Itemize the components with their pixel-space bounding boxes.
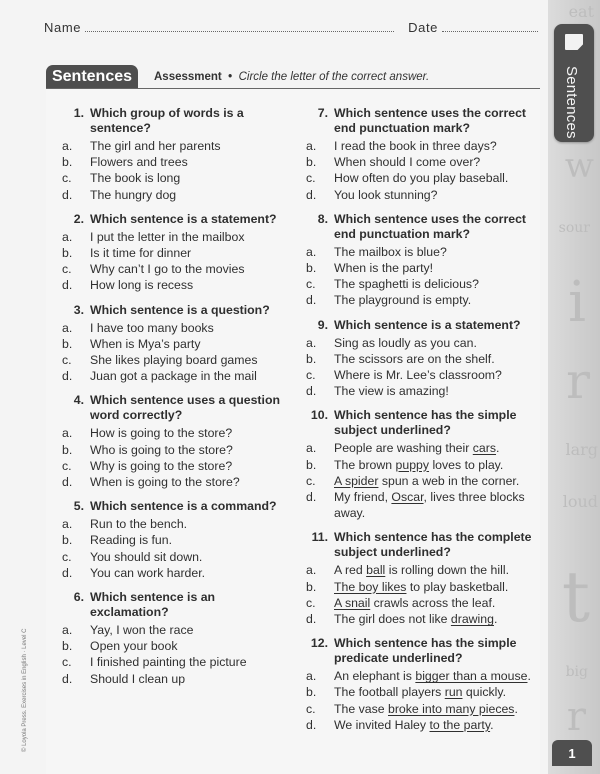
option-text	[90, 532, 294, 548]
question-number: 2.	[73, 211, 84, 226]
option-letter[interactable]: a.	[62, 229, 73, 244]
strip-word: big	[565, 664, 588, 680]
answer-option[interactable]	[306, 717, 538, 733]
option-letter[interactable]: a.	[62, 623, 73, 638]
option-text	[334, 244, 538, 260]
option-letter[interactable]: a.	[62, 320, 73, 335]
option-letter[interactable]: d.	[62, 671, 73, 686]
question-heading	[62, 212, 294, 227]
option-text-part: Who is going to the store?	[90, 442, 233, 457]
question-text: Which sentence has the simple subject underlined?	[334, 408, 517, 438]
answer-option[interactable]	[62, 532, 294, 548]
question-number: 6.	[73, 590, 84, 605]
option-text-part: .	[514, 701, 518, 716]
option-text-part: The girl does not like	[334, 612, 451, 627]
option-text-part: I finished painting the picture	[90, 655, 247, 670]
strip-word: sour	[558, 220, 590, 236]
answer-option[interactable]	[62, 565, 294, 581]
instruction-text: Circle the letter of the correct answer.	[238, 71, 430, 83]
question-item	[62, 499, 294, 581]
side-tab-label: Sentences	[563, 66, 580, 139]
option-text-part: When is going to the store?	[90, 475, 240, 490]
option-letter[interactable]: c.	[306, 277, 316, 292]
option-letter[interactable]: d.	[62, 187, 73, 202]
option-text-part: An elephant is	[334, 669, 416, 684]
option-text-part: I put the letter in the mailbox	[90, 229, 245, 244]
answer-option[interactable]	[306, 611, 538, 627]
question-heading	[306, 408, 538, 438]
option-text	[334, 668, 538, 684]
question-number: 11.	[311, 530, 328, 545]
option-letter[interactable]: a.	[306, 441, 317, 456]
option-letter[interactable]: a.	[306, 563, 317, 578]
question-number: 8.	[317, 211, 328, 226]
option-letter[interactable]: b.	[306, 261, 317, 276]
question-item	[306, 212, 538, 309]
bullet: •	[228, 71, 233, 83]
option-letter[interactable]: c.	[62, 655, 72, 670]
answer-option[interactable]	[62, 138, 294, 154]
answer-option[interactable]	[62, 622, 294, 638]
option-letter[interactable]: c.	[62, 549, 72, 564]
question-item	[306, 318, 538, 400]
sentences-side-tab	[554, 24, 594, 142]
option-text	[334, 170, 538, 186]
answer-option[interactable]	[306, 170, 538, 186]
option-text-part: A red	[334, 563, 367, 578]
option-text-part: to play basketball.	[406, 579, 509, 594]
question-item	[62, 393, 294, 490]
option-text	[90, 245, 294, 261]
underlined-text: broke into many pieces	[388, 701, 515, 716]
answer-option[interactable]	[306, 138, 538, 154]
answer-option[interactable]	[62, 549, 294, 565]
answer-option[interactable]	[62, 458, 294, 474]
option-text-part: Open your book	[90, 639, 178, 654]
question-text: Which sentence is a question?	[90, 302, 270, 317]
option-text-part: How often do you play baseball.	[334, 171, 509, 186]
option-letter[interactable]: c.	[306, 595, 316, 610]
option-text-part: , lives three blocks away.	[334, 490, 525, 521]
option-text-part: Sing as loudly as you can.	[334, 335, 477, 350]
question-item	[62, 212, 294, 294]
copyright-note: © Loyola Press. Exercises in English · Level C	[22, 628, 28, 752]
option-text-part: Is it time for dinner	[90, 246, 192, 261]
option-text	[90, 549, 294, 565]
option-text-part: is rolling down the hill.	[385, 563, 510, 578]
option-text	[90, 654, 294, 670]
answer-option[interactable]	[306, 292, 538, 308]
option-text	[90, 170, 294, 186]
date-label: Date	[408, 20, 438, 35]
option-letter[interactable]: a.	[62, 426, 73, 441]
section-title: Sentences	[46, 65, 138, 89]
answer-option[interactable]	[62, 277, 294, 293]
strip-word: eat	[568, 2, 594, 21]
option-text	[334, 138, 538, 154]
answer-option[interactable]	[306, 276, 538, 292]
answer-option[interactable]	[306, 260, 538, 276]
page-icon	[565, 34, 583, 50]
answer-option[interactable]	[306, 579, 538, 595]
option-letter[interactable]: b.	[62, 336, 73, 351]
question-number: 3.	[73, 302, 84, 317]
option-text	[334, 383, 538, 399]
question-text: Which sentence uses a question word correctly?	[90, 393, 280, 423]
option-text-part: The book is long	[90, 171, 181, 186]
question-heading	[62, 106, 294, 136]
answer-option[interactable]	[62, 671, 294, 687]
option-letter[interactable]: d.	[306, 187, 317, 202]
answer-option[interactable]	[306, 440, 538, 456]
question-number: 12.	[310, 636, 328, 651]
option-text-part: loves to play.	[429, 457, 504, 472]
answer-option[interactable]	[306, 383, 538, 399]
option-text-part: How is going to the store?	[90, 426, 233, 441]
option-letter[interactable]: c.	[62, 353, 72, 368]
option-text	[334, 154, 538, 170]
option-text-part: spun a web in the corner.	[378, 473, 520, 488]
question-item	[306, 106, 538, 203]
option-letter[interactable]: b.	[62, 533, 73, 548]
option-letter[interactable]: a.	[306, 244, 317, 259]
option-letter[interactable]: c.	[306, 473, 316, 488]
option-text-part: The view is amazing!	[334, 384, 449, 399]
option-letter[interactable]: c.	[306, 701, 316, 716]
option-text	[90, 458, 294, 474]
question-text: Which sentence is an exclamation?	[90, 590, 216, 620]
question-number: 10.	[310, 408, 328, 423]
option-text	[90, 320, 294, 336]
question-heading	[306, 318, 538, 333]
option-letter[interactable]: a.	[306, 139, 317, 153]
option-text	[334, 611, 538, 627]
option-text	[90, 154, 294, 170]
option-letter[interactable]: d.	[306, 293, 317, 308]
question-number: 9.	[317, 317, 328, 332]
answer-option[interactable]	[62, 638, 294, 654]
answer-option[interactable]	[62, 261, 294, 277]
strip-word: r	[566, 352, 590, 410]
option-text-part: .	[496, 441, 500, 456]
strip-word: r	[566, 694, 586, 740]
option-text	[90, 229, 294, 245]
answer-option[interactable]	[62, 474, 294, 490]
option-text-part: You can work harder.	[90, 565, 206, 580]
strip-word: larg	[565, 440, 598, 459]
question-text: Which sentence uses the correct end punctuation mark?	[334, 211, 527, 241]
option-text	[334, 595, 538, 611]
option-letter[interactable]: d.	[306, 717, 317, 732]
option-text-part: I have too many books	[90, 320, 214, 335]
underlined-text: to the party	[429, 717, 491, 732]
question-heading	[306, 106, 538, 136]
option-text	[90, 336, 294, 352]
name-date-line	[44, 20, 542, 35]
question-number: 7.	[317, 106, 328, 120]
option-text	[334, 187, 538, 203]
option-text	[334, 701, 538, 717]
option-text-part: Why can’t I go to the movies	[90, 262, 245, 277]
option-text	[90, 671, 294, 687]
option-text	[334, 717, 538, 733]
underlined-text: drawing	[450, 612, 494, 627]
question-heading	[62, 499, 294, 514]
option-text	[334, 440, 538, 456]
option-letter[interactable]: b.	[306, 579, 317, 594]
question-number: 1.	[73, 106, 84, 120]
option-letter[interactable]: d.	[62, 475, 73, 490]
answer-option[interactable]	[306, 244, 538, 260]
option-text	[90, 622, 294, 638]
option-letter[interactable]: d.	[306, 612, 317, 627]
answer-option[interactable]	[306, 187, 538, 203]
option-letter[interactable]: a.	[306, 669, 317, 684]
option-text-part: The brown	[334, 457, 396, 472]
option-text-part: We invited Haley	[334, 717, 430, 732]
option-text	[334, 489, 538, 521]
underlined-text: cars	[472, 441, 497, 456]
option-text	[90, 638, 294, 654]
option-text-part: Flowers and trees	[90, 155, 188, 170]
option-text-part: Yay, I won the race	[90, 623, 194, 638]
underlined-text: A spider	[334, 473, 379, 488]
strip-word: loud	[562, 492, 598, 511]
option-letter[interactable]: a.	[62, 517, 73, 532]
option-text	[334, 367, 538, 383]
option-text-part: The playground is empty.	[334, 293, 472, 308]
option-text-part: The mailbox is blue?	[334, 244, 447, 259]
option-text	[90, 425, 294, 441]
answer-option[interactable]	[62, 154, 294, 170]
answer-option[interactable]	[62, 245, 294, 261]
option-text-part: crawls across the leaf.	[370, 595, 496, 610]
option-text	[334, 473, 538, 489]
answer-option[interactable]	[306, 367, 538, 383]
option-text-part: The hungry dog	[90, 187, 177, 202]
option-text-part: The spaghetti is delicious?	[334, 277, 479, 292]
answer-option[interactable]	[306, 562, 538, 578]
question-text: Which sentence is a command?	[90, 499, 277, 514]
option-letter[interactable]: d.	[306, 384, 317, 399]
question-item	[306, 530, 538, 627]
answer-option[interactable]	[306, 457, 538, 473]
underlined-text: run	[444, 685, 463, 700]
option-text-part: When is the party!	[334, 261, 434, 276]
answer-option[interactable]	[62, 229, 294, 245]
question-item	[306, 408, 538, 521]
option-text-part: Reading is fun.	[90, 533, 173, 548]
option-text	[334, 351, 538, 367]
option-text	[90, 368, 294, 384]
question-heading	[306, 530, 538, 560]
option-text-part: When is Mya’s party	[90, 336, 201, 351]
page-number: 1	[552, 740, 592, 766]
option-text-part: Why is going to the store?	[90, 458, 233, 473]
option-text-part: .	[493, 612, 498, 627]
answer-option[interactable]	[62, 425, 294, 441]
option-text	[90, 187, 294, 203]
answer-option[interactable]	[306, 595, 538, 611]
question-heading	[306, 636, 538, 666]
option-text	[90, 516, 294, 532]
question-text: Which sentence has the complete subject underlined?	[334, 530, 532, 560]
question-text: Which sentence has the simple predicate underlined?	[334, 636, 517, 666]
underlined-text: A snail	[334, 595, 371, 610]
option-letter[interactable]: c.	[306, 171, 316, 186]
answer-option[interactable]	[62, 320, 294, 336]
date-blank[interactable]	[442, 22, 538, 32]
option-text-part: When should I come over?	[334, 155, 481, 170]
option-text-part: .	[490, 717, 494, 732]
option-text	[334, 260, 538, 276]
option-text-part: My friend,	[334, 490, 392, 505]
question-heading	[62, 590, 294, 620]
question-text: Which sentence is a statement?	[90, 211, 277, 226]
assessment-label: Assessment	[154, 71, 222, 83]
option-letter[interactable]: b.	[306, 351, 317, 366]
underlined-text: puppy	[395, 457, 430, 472]
option-letter[interactable]: c.	[306, 368, 316, 383]
question-number: 5.	[73, 499, 84, 514]
underlined-text: ball	[366, 563, 386, 578]
answer-option[interactable]	[306, 473, 538, 489]
option-letter[interactable]: d.	[62, 278, 73, 293]
option-text-part: quickly.	[462, 685, 507, 700]
option-text-part: The girl and her parents	[90, 139, 221, 153]
option-text-part: The vase	[334, 701, 388, 716]
option-letter[interactable]: b.	[306, 457, 317, 472]
option-letter[interactable]: a.	[306, 335, 317, 350]
option-letter[interactable]: c.	[62, 262, 72, 277]
answer-option[interactable]	[62, 368, 294, 384]
option-text	[90, 277, 294, 293]
answer-option[interactable]	[62, 516, 294, 532]
answer-option[interactable]	[62, 336, 294, 352]
option-letter[interactable]: c.	[62, 171, 72, 186]
option-text-part: She likes playing board games	[90, 353, 258, 368]
answer-option[interactable]	[62, 442, 294, 458]
option-text-part: People are washing their	[334, 441, 473, 456]
option-text-part: Should I clean up	[90, 671, 186, 686]
option-letter[interactable]: b.	[62, 639, 73, 654]
question-item	[62, 106, 294, 203]
underlined-text: Oscar	[391, 490, 424, 505]
option-letter[interactable]: c.	[62, 458, 72, 473]
answer-option[interactable]	[306, 351, 538, 367]
option-text	[90, 138, 294, 154]
option-text	[334, 335, 538, 351]
name-label: Name	[44, 20, 82, 35]
option-text	[334, 579, 538, 595]
option-text	[334, 457, 538, 473]
question-text: Which sentence uses the correct end punctuation mark?	[334, 106, 527, 135]
question-number: 4.	[73, 393, 84, 408]
option-text-part: You should sit down.	[90, 549, 203, 564]
option-text	[90, 442, 294, 458]
question-heading	[306, 212, 538, 242]
question-item	[62, 303, 294, 385]
option-text	[90, 352, 294, 368]
option-letter[interactable]: b.	[62, 246, 73, 261]
answer-option[interactable]	[306, 335, 538, 351]
option-text	[90, 261, 294, 277]
option-text	[334, 562, 538, 578]
underlined-text: The boy likes	[334, 579, 407, 594]
option-text	[334, 684, 538, 700]
option-text-part: Juan got a package in the mail	[90, 369, 257, 384]
option-text	[90, 474, 294, 490]
question-heading	[62, 393, 294, 423]
answer-option[interactable]	[62, 170, 294, 186]
option-text	[90, 565, 294, 581]
questions-left-column	[62, 106, 294, 696]
question-heading	[62, 303, 294, 318]
questions-right-column	[306, 106, 538, 742]
option-text-part: How long is recess	[90, 278, 194, 293]
answer-option[interactable]	[62, 352, 294, 368]
strip-word: w	[564, 146, 594, 186]
option-text	[334, 292, 538, 308]
question-text: Which sentence is a statement?	[334, 317, 521, 332]
option-text	[334, 276, 538, 292]
option-letter[interactable]: b.	[306, 155, 317, 170]
question-text: Which group of words is a sentence?	[90, 106, 244, 135]
option-letter[interactable]: a.	[62, 139, 73, 153]
assessment-instruction	[154, 71, 429, 83]
answer-option[interactable]	[62, 187, 294, 203]
option-text-part: Where is Mr. Lee’s classroom?	[334, 368, 502, 383]
question-item	[306, 636, 538, 733]
answer-option[interactable]	[62, 654, 294, 670]
option-letter[interactable]: b.	[62, 155, 73, 170]
answer-option[interactable]	[306, 668, 538, 684]
option-text-part: .	[527, 669, 531, 684]
answer-option[interactable]	[306, 701, 538, 717]
underlined-text: bigger than a mouse	[415, 669, 528, 684]
answer-option[interactable]	[306, 154, 538, 170]
strip-word: t	[561, 556, 590, 638]
option-letter[interactable]: d.	[62, 565, 73, 580]
option-text-part: The football players	[334, 685, 445, 700]
option-letter[interactable]: b.	[62, 442, 73, 457]
option-letter[interactable]: d.	[306, 490, 317, 505]
name-blank[interactable]	[85, 22, 394, 32]
answer-option[interactable]	[306, 489, 538, 521]
option-text-part: You look stunning?	[334, 187, 438, 202]
option-text-part: The scissors are on the shelf.	[334, 351, 495, 366]
option-letter[interactable]: d.	[62, 369, 73, 384]
option-text-part: I read the book in three days?	[334, 139, 497, 153]
strip-word: i	[568, 270, 586, 335]
answer-option[interactable]	[306, 684, 538, 700]
question-item	[62, 590, 294, 687]
option-letter[interactable]: b.	[306, 685, 317, 700]
option-text-part: Run to the bench.	[90, 517, 188, 532]
